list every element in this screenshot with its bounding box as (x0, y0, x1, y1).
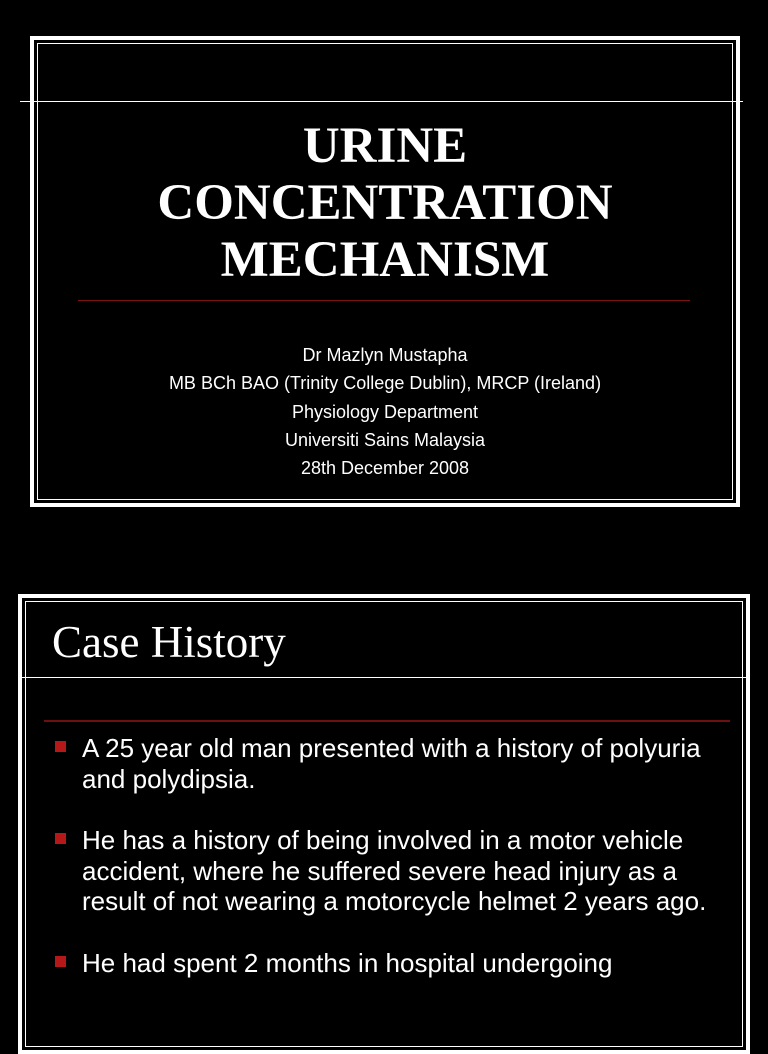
case-history-title: Case History (52, 617, 286, 667)
square-bullet-icon (55, 741, 66, 752)
slide-title (30, 118, 740, 289)
author-qualifications: MB BCh BAO (Trinity College Dublin), MRCP (Ireland) (168, 373, 602, 394)
case-history-bullets (50, 733, 730, 1009)
department: Physiology Department (291, 401, 479, 422)
bullet-item (50, 733, 730, 794)
slide-subtitle (30, 341, 740, 482)
case-history-header-line (22, 677, 746, 678)
square-bullet-icon (55, 956, 66, 967)
title-slide-top-line (20, 101, 743, 102)
title-divider (78, 300, 690, 301)
bullet-item (50, 948, 730, 979)
bullet-text: A 25 year old man presented with a history of polyuria and polydipsia. (82, 733, 701, 794)
bullet-text: He had spent 2 months in hospital undergoing (82, 947, 613, 978)
bullet-text: He has a history of being involved in a motor vehicle accident, where he suffered severe head injury as a result of not wearing a motorcycle helmet 2 years ago. (82, 825, 707, 916)
author-name: Dr Mazlyn Mustapha (302, 345, 468, 365)
slide-title-line-3: MECHANISM (220, 232, 550, 288)
case-history-divider (44, 720, 730, 722)
slide-title-line-2: CONCENTRATION (157, 175, 613, 231)
presentation-date: 28th December 2008 (300, 458, 470, 479)
bullet-item (50, 825, 730, 917)
university: Universiti Sains Malaysia (284, 429, 486, 450)
slide-title-line-1: URINE (302, 118, 468, 174)
square-bullet-icon (55, 833, 66, 844)
